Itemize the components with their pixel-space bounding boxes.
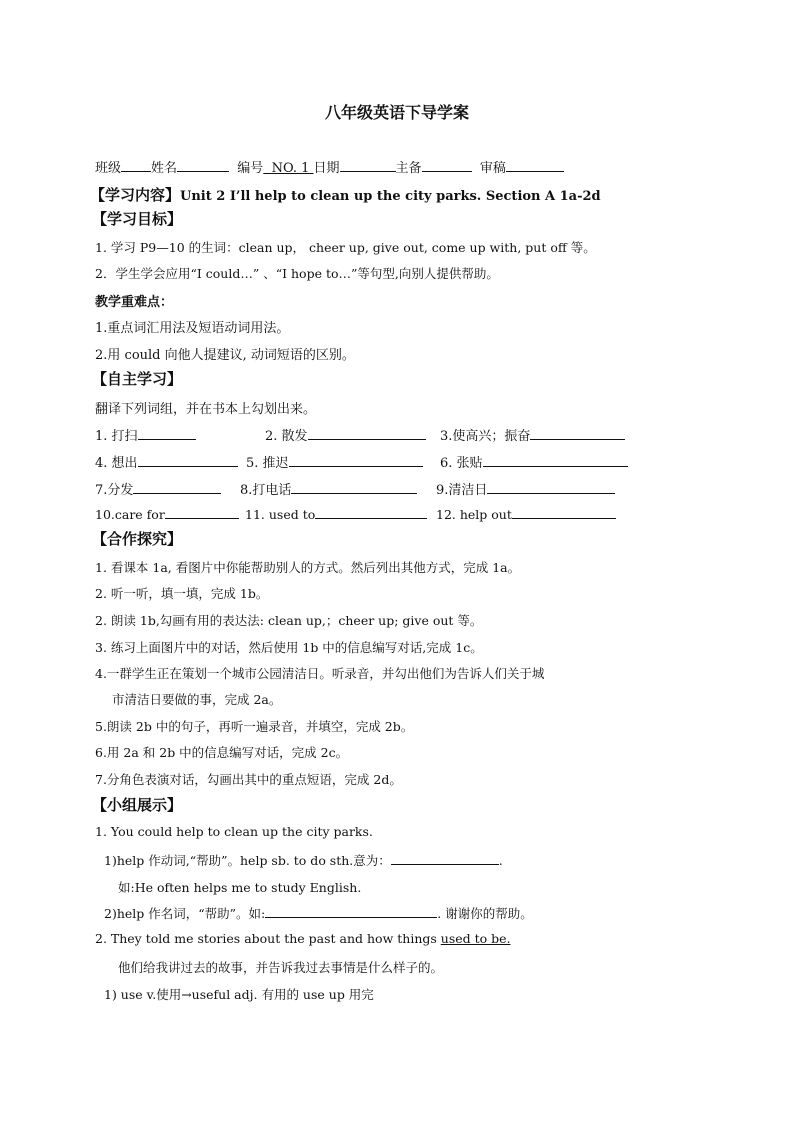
reviewer-label: 审稿 [479, 161, 506, 176]
vocab-4: 4. 想出 [95, 456, 138, 471]
coop-item-2: 2. 听一听，填一填，完成 1b。 [95, 586, 269, 601]
vocab-12-blank[interactable] [512, 505, 616, 519]
vocab-7-blank[interactable] [133, 480, 221, 494]
goals-heading: 【学习目标】 [92, 210, 183, 228]
name-blank[interactable] [177, 158, 229, 172]
coop-item-8: 7.分角色表演对话，勾画出其中的重点短语，完成 2d。 [95, 772, 402, 787]
vocab-6-item [440, 452, 628, 471]
reviewer-blank[interactable] [506, 158, 564, 172]
vocab-5-item [246, 452, 423, 471]
vocab-6-blank[interactable] [483, 453, 628, 467]
date-label: 日期 [313, 161, 340, 176]
coop-item-5-cont: 市清洁日要做的事，完成 2a。 [112, 692, 282, 707]
vocab-row-1 [95, 425, 196, 444]
sentence-2-note: 1) use v.使用→useful adj. 有用的 use up 用完 [104, 987, 374, 1002]
vocab-2-item [265, 425, 426, 444]
name-label: 姓名 [151, 161, 178, 176]
coop-item-6: 5.朗读 2b 中的句子，再听一遍录音，并填空，完成 2b。 [95, 719, 414, 734]
vocab-10: 10.care for [95, 507, 165, 522]
coop-item-5: 4.一群学生正在策划一个城市公园清洁日。听录音，并勾出他们为告诉人们关于城 [95, 666, 545, 681]
self-study-instruction: 翻译下列词组，并在书本上勾划出来。 [95, 402, 317, 417]
vocab-3-item [440, 425, 625, 444]
vocab-8-blank[interactable] [291, 480, 417, 494]
number-value: NO. 1 [271, 161, 310, 176]
coop-item-7: 6.用 2a 和 2b 中的信息编写对话，完成 2c。 [95, 745, 349, 760]
coop-item-4: 3. 练习上面图片中的对话，然后使用 1b 中的信息编写对话,完成 1c。 [95, 640, 483, 655]
sentence-1-example: 如:He often helps me to study English. [118, 880, 362, 895]
usage-b-blank[interactable] [265, 904, 437, 918]
cooperation-heading: 【合作探究】 [92, 530, 183, 548]
class-blank[interactable] [121, 158, 151, 172]
preparer-blank[interactable] [422, 158, 472, 172]
vocab-3: 3.使高兴；振奋 [440, 429, 531, 444]
group-show-heading: 【小组展示】 [92, 796, 183, 814]
usage-a-blank[interactable] [391, 851, 499, 865]
class-label: 班级 [95, 161, 122, 176]
vocab-row-4 [95, 505, 239, 522]
vocab-7: 7.分发 [95, 483, 134, 498]
self-study-heading: 【自主学习】 [92, 370, 183, 388]
vocab-9-item [436, 479, 615, 498]
difficulty-item-2: 2.用 could 向他人提建议, 动词短语的区别。 [95, 348, 355, 363]
content-row [90, 184, 601, 205]
vocab-9: 9.清洁日 [436, 483, 488, 498]
sentence-2: 2. They told me stories about the past and how things used to be. [95, 931, 511, 946]
vocab-4-blank[interactable] [138, 453, 238, 467]
vocab-1: 1. 打扫 [95, 429, 138, 444]
sentence-2-underlined: used to be. [440, 931, 511, 946]
date-blank[interactable] [340, 158, 396, 172]
header-info-row [95, 157, 564, 176]
sentence-2-translation: 他们给我讲过去的故事，并告诉我过去事情是什么样子的。 [118, 960, 444, 975]
goal-item-2: 2．学生学会应用“I could…” 、“I hope to…”等句型,向别人提供帮助。 [95, 266, 499, 281]
content-text: Unit 2 I’ll help to clean up the city parks. Section A 1a-2d [180, 189, 601, 204]
vocab-6: 6. 张贴 [440, 456, 483, 471]
vocab-11: 11. used to [245, 507, 316, 522]
vocab-5-blank[interactable] [289, 453, 423, 467]
vocab-12: 12. help out [436, 507, 512, 522]
difficulties-heading: 教学重难点： [95, 295, 174, 310]
vocab-3-blank[interactable] [530, 426, 625, 440]
vocab-11-blank[interactable] [315, 505, 427, 519]
number-label: 编号 [237, 161, 264, 176]
preparer-label: 主备 [395, 161, 422, 176]
vocab-12-item [436, 505, 616, 522]
vocab-5: 5. 推迟 [246, 456, 289, 471]
sentence-1-usage-b: 2)help 作名词，“帮助”。如: . 谢谢你的帮助。 [104, 906, 533, 921]
sentence-1-usage-a: 1)help 作动词,“帮助”。help sb. to do sth.意为： . [104, 853, 503, 868]
difficulty-item-1: 1.重点词汇用法及短语动词用法。 [95, 321, 290, 336]
vocab-8-item [240, 479, 417, 498]
goal-item-1: 1. 学习 P9—10 的生词：clean up， cheer up, give out, come up with, put off 等。 [95, 240, 596, 255]
content-heading: 【学习内容】 [90, 186, 181, 204]
vocab-row-2 [95, 452, 238, 471]
vocab-10-blank[interactable] [165, 505, 239, 519]
sentence-1: 1. You could help to clean up the city parks. [95, 824, 373, 839]
vocab-9-blank[interactable] [487, 480, 615, 494]
vocab-1-blank[interactable] [138, 426, 196, 440]
vocab-2: 2. 散发 [265, 429, 308, 444]
coop-item-3: 2. 朗读 1b,勾画有用的表达法: clean up,；cheer up; give out 等。 [95, 613, 483, 628]
page-title: 八年级英语下导学案 [324, 103, 469, 122]
vocab-2-blank[interactable] [308, 426, 426, 440]
vocab-row-3 [95, 479, 221, 498]
vocab-8: 8.打电话 [240, 483, 292, 498]
coop-item-1: 1. 看课本 1a, 看图片中你能帮助别人的方式。然后列出其他方式，完成 1a。 [95, 560, 521, 575]
vocab-11-item [245, 505, 427, 522]
